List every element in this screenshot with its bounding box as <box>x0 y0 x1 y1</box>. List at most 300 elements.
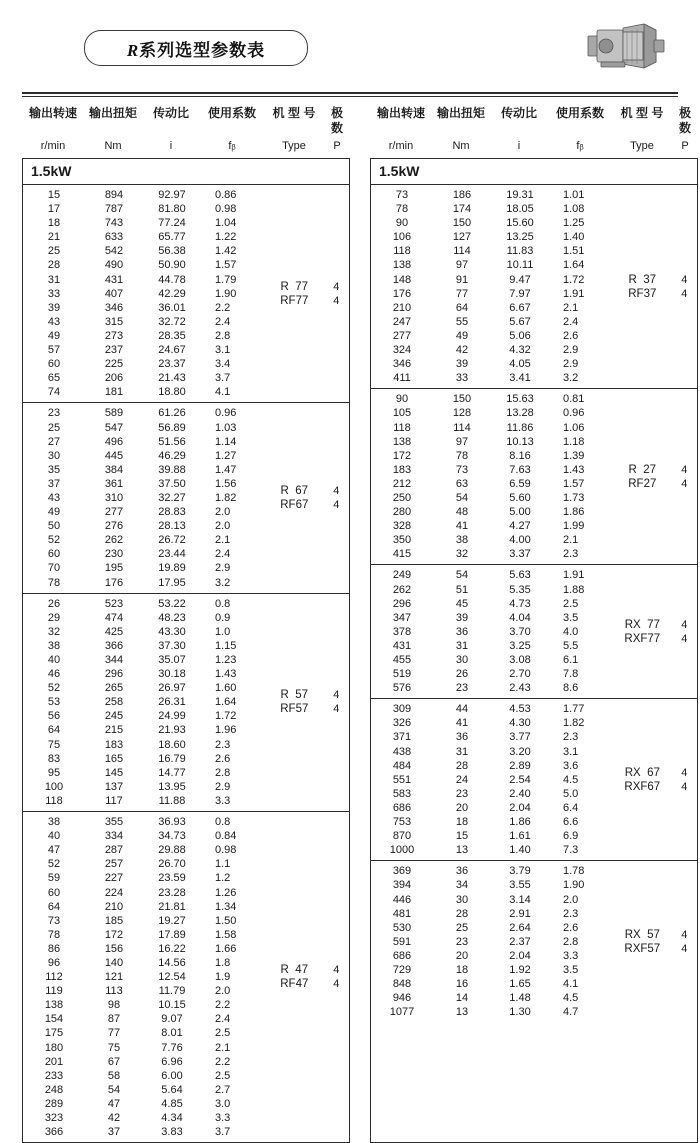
pole-value-secondary: 4 <box>333 703 340 716</box>
unit-rpm: r/min <box>388 140 414 152</box>
output-torque-cell: 54 <box>455 491 469 504</box>
output-speed-cell: 106 <box>392 231 412 244</box>
ratio-cell: 36.01 <box>158 301 186 314</box>
output-torque-cell: 224 <box>104 886 124 899</box>
output-speed-cell: 90 <box>395 217 409 230</box>
table-row <box>371 991 613 1005</box>
output-speed-cell: 33 <box>47 287 61 300</box>
output-speed-cell: 96 <box>47 956 61 969</box>
output-torque-cell: 49 <box>455 329 469 342</box>
ratio-cell: 11.88 <box>158 794 186 807</box>
type-cell <box>265 403 324 592</box>
ratio-cell: 4.53 <box>509 703 531 716</box>
spec-block <box>23 403 349 593</box>
output-torque-cell: 23 <box>455 682 469 695</box>
ratio-cell: 11.86 <box>506 421 534 434</box>
table-row <box>23 709 265 723</box>
service-factor-cell: 1.91 <box>563 569 585 582</box>
ratio-cell: 2.43 <box>509 682 531 695</box>
service-factor-cell: 1.82 <box>563 717 585 730</box>
output-torque-cell: 98 <box>107 999 121 1012</box>
table-row <box>371 745 613 759</box>
output-torque-cell: 237 <box>104 344 124 357</box>
table-row <box>371 258 613 272</box>
table-row <box>23 794 265 808</box>
table-row <box>23 738 265 752</box>
ratio-cell: 6.59 <box>509 477 531 490</box>
table-row <box>23 956 265 970</box>
table-row <box>371 244 613 258</box>
ratio-cell: 29.88 <box>158 844 186 857</box>
service-factor-cell: 1.90 <box>563 879 585 892</box>
output-speed-cell: 148 <box>392 273 412 286</box>
output-torque-cell: 287 <box>104 844 124 857</box>
type-label-secondary: RXF67 <box>624 780 661 793</box>
output-speed-cell: 484 <box>392 759 412 772</box>
table-row <box>23 900 265 914</box>
ratio-cell: 50.90 <box>158 259 186 272</box>
output-speed-cell: 180 <box>44 1041 64 1054</box>
table-row <box>371 815 613 829</box>
ratio-cell: 10.11 <box>506 259 534 272</box>
ratio-cell: 24.99 <box>158 710 186 723</box>
header-service-factor: 使用系数 <box>207 106 256 120</box>
output-speed-cell: 753 <box>392 816 412 829</box>
service-factor-cell: 0.9 <box>215 611 231 624</box>
unit-fb: fᵦ <box>228 140 236 152</box>
ratio-cell: 5.06 <box>509 329 531 342</box>
ratio-cell: 3.77 <box>509 731 531 744</box>
table-row <box>371 681 613 695</box>
header-output-speed: 输出转速 <box>28 106 77 120</box>
ratio-cell: 53.22 <box>158 597 186 610</box>
table-row <box>371 949 613 963</box>
service-factor-cell: 3.3 <box>563 949 579 962</box>
ratio-cell: 7.76 <box>161 1041 183 1054</box>
table-row <box>23 597 265 611</box>
spec-table-right <box>370 158 698 1143</box>
ratio-cell: 4.27 <box>509 520 531 533</box>
output-torque-cell: 633 <box>104 231 124 244</box>
output-torque-cell: 14 <box>455 992 469 1005</box>
output-speed-cell: 25 <box>47 421 61 434</box>
title-latin: R <box>126 40 140 60</box>
type-label-secondary: RF57 <box>280 703 309 716</box>
spec-block <box>23 185 349 403</box>
spec-rows <box>23 403 265 592</box>
ratio-cell: 23.28 <box>158 886 186 899</box>
unit-p: P <box>333 140 341 152</box>
ratio-cell: 15.60 <box>506 217 534 230</box>
output-speed-cell: 309 <box>392 703 412 716</box>
service-factor-cell: 2.2 <box>215 999 231 1012</box>
output-torque-cell: 114 <box>453 245 471 258</box>
table-row <box>371 202 613 216</box>
output-speed-cell: 347 <box>392 611 412 624</box>
service-factor-cell: 1.58 <box>215 928 237 941</box>
service-factor-cell: 0.86 <box>215 189 237 201</box>
table-row <box>23 329 265 343</box>
output-speed-cell: 28 <box>47 259 61 272</box>
output-speed-cell: 65 <box>47 372 61 385</box>
pole-count-cell <box>672 185 697 388</box>
output-torque-cell: 73 <box>455 463 469 476</box>
output-speed-cell: 38 <box>47 639 61 652</box>
output-torque-cell: 490 <box>104 259 124 272</box>
output-speed-cell: 60 <box>47 358 61 371</box>
ratio-cell: 34.73 <box>158 830 186 843</box>
output-speed-cell: 324 <box>392 344 412 357</box>
output-speed-cell: 100 <box>44 780 64 793</box>
output-speed-cell: 30 <box>47 449 61 462</box>
service-factor-cell: 1.43 <box>215 668 237 681</box>
service-factor-cell: 5.5 <box>563 639 579 652</box>
ratio-cell: 1.65 <box>509 978 531 991</box>
service-factor-cell: 0.8 <box>215 816 231 829</box>
output-speed-cell: 86 <box>47 942 61 955</box>
ratio-cell: 2.04 <box>509 801 531 814</box>
table-row <box>371 329 613 343</box>
output-torque-cell: 128 <box>452 407 472 420</box>
output-torque-cell: 384 <box>104 463 124 476</box>
type-label-primary: R 67 <box>280 485 309 498</box>
ratio-cell: 39.88 <box>158 463 186 476</box>
ratio-cell: 3.08 <box>509 654 531 666</box>
output-torque-cell: 41 <box>455 520 469 533</box>
table-row <box>371 371 613 385</box>
output-speed-cell: 29 <box>47 611 61 624</box>
output-speed-cell: 519 <box>392 668 412 681</box>
service-factor-cell: 2.9 <box>215 780 231 793</box>
output-torque-cell: 51 <box>455 583 469 596</box>
service-factor-cell: 1.73 <box>563 491 585 504</box>
ratio-cell: 7.63 <box>509 463 531 476</box>
ratio-cell: 3.25 <box>509 639 531 652</box>
service-factor-cell: 8.6 <box>563 682 579 695</box>
output-torque-cell: 42 <box>455 344 469 357</box>
output-torque-cell: 18 <box>455 963 469 976</box>
table-row <box>371 392 613 406</box>
pole-value-secondary: 4 <box>681 942 688 955</box>
table-row <box>23 843 265 857</box>
type-cell <box>613 185 672 388</box>
output-torque-cell: 262 <box>104 534 124 547</box>
ratio-cell: 56.38 <box>158 245 186 258</box>
output-speed-cell: 247 <box>392 315 412 328</box>
output-speed-cell: 23 <box>47 407 61 420</box>
table-row <box>371 716 613 730</box>
ratio-cell: 61.26 <box>158 407 186 420</box>
table-row <box>371 667 613 681</box>
output-speed-cell: 39 <box>47 301 61 314</box>
output-torque-cell: 355 <box>104 816 124 829</box>
type-label-secondary: RF67 <box>280 499 309 512</box>
service-factor-cell: 0.98 <box>215 203 237 216</box>
table-row <box>23 273 265 287</box>
output-torque-cell: 165 <box>104 752 124 765</box>
ratio-cell: 56.89 <box>158 421 186 434</box>
output-speed-cell: 74 <box>47 386 61 399</box>
output-torque-cell: 258 <box>104 696 124 709</box>
table-row <box>371 273 613 287</box>
ratio-cell: 35.07 <box>158 654 186 666</box>
output-torque-cell: 77 <box>107 1027 121 1040</box>
output-speed-cell: 201 <box>44 1055 64 1068</box>
service-factor-cell: 2.3 <box>215 738 231 751</box>
table-row <box>371 505 613 519</box>
service-factor-cell: 4.1 <box>563 978 579 991</box>
service-factor-cell: 2.0 <box>215 985 231 998</box>
output-speed-cell: 46 <box>47 668 61 681</box>
table-row <box>23 301 265 315</box>
service-factor-cell: 1.8 <box>215 956 231 969</box>
table-row <box>23 871 265 885</box>
type-cell <box>265 594 324 811</box>
ratio-cell: 4.04 <box>509 611 531 624</box>
pole-value-primary: 4 <box>681 766 688 779</box>
output-speed-cell: 249 <box>392 569 412 582</box>
pole-count-cell <box>672 389 697 564</box>
header-row-units-left <box>22 139 350 154</box>
pole-value-primary: 4 <box>681 618 688 631</box>
output-torque-cell: 38 <box>455 534 469 547</box>
table-row <box>371 216 613 230</box>
output-torque-cell: 58 <box>107 1069 121 1082</box>
table-row <box>371 963 613 977</box>
service-factor-cell: 1.22 <box>215 231 237 244</box>
unit-type: Type <box>282 140 306 152</box>
ratio-cell: 4.32 <box>509 344 531 357</box>
ratio-cell: 42.29 <box>158 287 186 300</box>
ratio-cell: 5.60 <box>509 491 531 504</box>
output-torque-cell: 78 <box>455 449 469 462</box>
service-factor-cell: 1.2 <box>215 872 231 885</box>
ratio-cell: 18.80 <box>158 386 186 399</box>
table-row <box>23 533 265 547</box>
type-label-primary: R 77 <box>280 280 309 293</box>
spec-rows <box>23 185 265 402</box>
table-row <box>23 766 265 780</box>
output-speed-cell: 686 <box>392 949 412 962</box>
table-row <box>371 287 613 301</box>
service-factor-cell: 0.98 <box>215 844 237 857</box>
spec-rows <box>371 699 613 860</box>
power-rating-label: 1.5kW <box>371 159 697 185</box>
ratio-cell: 1.86 <box>509 816 531 829</box>
service-factor-cell: 0.96 <box>215 407 237 420</box>
output-torque-cell: 445 <box>104 449 124 462</box>
spec-rows <box>23 812 265 1142</box>
ratio-cell: 21.43 <box>158 372 186 385</box>
service-factor-cell: 1.26 <box>215 886 237 899</box>
page-title <box>84 30 308 66</box>
type-label-primary: RX 77 <box>624 618 660 631</box>
output-speed-cell: 394 <box>392 879 412 892</box>
table-row <box>23 1097 265 1111</box>
ratio-cell: 3.79 <box>509 865 531 878</box>
output-torque-cell: 26 <box>455 668 469 681</box>
ratio-cell: 5.35 <box>509 583 531 596</box>
output-torque-cell: 42 <box>107 1112 121 1124</box>
output-speed-cell: 210 <box>392 301 412 314</box>
table-row <box>23 667 265 681</box>
output-torque-cell: 589 <box>104 407 124 420</box>
table-row <box>371 583 613 597</box>
service-factor-cell: 0.81 <box>563 393 585 406</box>
ratio-cell: 6.67 <box>509 301 531 314</box>
output-torque-cell: 150 <box>452 217 472 230</box>
ratio-cell: 2.40 <box>509 787 531 800</box>
output-speed-cell: 446 <box>392 893 412 906</box>
output-speed-cell: 138 <box>392 435 412 448</box>
output-torque-cell: 41 <box>455 717 469 730</box>
ratio-cell: 28.13 <box>158 520 186 533</box>
table-row <box>371 653 613 667</box>
output-torque-cell: 344 <box>104 654 124 666</box>
header-output-torque: 输出扭矩 <box>436 106 485 120</box>
ratio-cell: 13.28 <box>506 407 534 420</box>
output-torque-cell: 16 <box>455 978 469 991</box>
spec-rows <box>23 594 265 811</box>
ratio-cell: 19.89 <box>158 562 186 575</box>
output-torque-cell: 334 <box>104 830 124 843</box>
output-torque-cell: 91 <box>455 273 469 286</box>
pole-count-cell <box>324 403 349 592</box>
output-torque-cell: 183 <box>104 738 124 751</box>
ratio-cell: 32.27 <box>158 491 186 504</box>
output-speed-cell: 431 <box>392 639 412 652</box>
unit-i: i <box>169 140 173 152</box>
output-torque-cell: 15 <box>455 830 469 843</box>
ratio-cell: 17.95 <box>158 576 186 589</box>
ratio-cell: 30.18 <box>158 668 186 681</box>
service-factor-cell: 1.1 <box>215 858 231 871</box>
output-torque-cell: 230 <box>104 548 124 561</box>
output-speed-cell: 49 <box>47 506 61 519</box>
service-factor-cell: 1.03 <box>215 421 237 434</box>
output-speed-cell: 70 <box>47 562 61 575</box>
ratio-cell: 6.96 <box>161 1055 183 1068</box>
ratio-cell: 18.05 <box>506 203 534 216</box>
table-row <box>23 1125 265 1139</box>
ratio-cell: 19.31 <box>506 189 534 201</box>
service-factor-cell: 1.34 <box>215 900 237 913</box>
output-speed-cell: 17 <box>47 203 61 216</box>
output-torque-cell: 36 <box>455 865 469 878</box>
service-factor-cell: 3.5 <box>563 963 579 976</box>
output-torque-cell: 542 <box>104 245 124 258</box>
service-factor-cell: 1.91 <box>563 287 585 300</box>
table-row <box>23 928 265 942</box>
table-row <box>371 730 613 744</box>
output-speed-cell: 371 <box>392 731 412 744</box>
pole-count-cell <box>672 565 697 698</box>
header-poles: 极 数 <box>330 106 343 135</box>
header-rule-thick <box>22 92 678 94</box>
spec-block <box>371 389 697 565</box>
spec-table-left <box>22 158 350 1143</box>
column-headers <box>22 97 691 154</box>
table-row <box>23 1083 265 1097</box>
table-row <box>371 1005 613 1019</box>
ratio-cell: 10.13 <box>506 435 534 448</box>
output-speed-cell: 57 <box>47 344 61 357</box>
output-torque-cell: 45 <box>455 597 469 610</box>
pole-count-cell <box>672 699 697 860</box>
output-speed-cell: 411 <box>393 372 411 385</box>
output-speed-cell: 138 <box>44 999 64 1012</box>
output-torque-cell: 20 <box>455 801 469 814</box>
table-row <box>23 435 265 449</box>
service-factor-cell: 6.1 <box>563 654 579 666</box>
table-row <box>371 625 613 639</box>
table-row <box>371 864 613 878</box>
header-output-torque: 输出扭矩 <box>88 106 137 120</box>
output-torque-cell: 39 <box>455 358 469 371</box>
ratio-cell: 2.70 <box>509 668 531 681</box>
service-factor-cell: 2.9 <box>563 344 579 357</box>
table-row <box>371 406 613 420</box>
ratio-cell: 1.92 <box>509 963 531 976</box>
unit-nm: Nm <box>104 140 122 152</box>
output-speed-cell: 59 <box>47 872 61 885</box>
output-torque-cell: 20 <box>455 949 469 962</box>
output-torque-cell: 24 <box>455 773 469 786</box>
output-speed-cell: 78 <box>47 576 61 589</box>
service-factor-cell: 1.99 <box>563 520 585 533</box>
output-torque-cell: 894 <box>104 189 124 201</box>
header-service-factor: 使用系数 <box>555 106 604 120</box>
service-factor-cell: 1.82 <box>215 491 237 504</box>
type-label-primary: R 37 <box>628 273 657 286</box>
output-speed-cell: 686 <box>392 801 412 814</box>
service-factor-cell: 1.18 <box>563 435 585 448</box>
table-row <box>371 519 613 533</box>
pole-value-secondary: 4 <box>681 287 688 300</box>
output-speed-cell: 366 <box>44 1126 64 1139</box>
service-factor-cell: 2.1 <box>563 301 579 314</box>
spec-rows <box>371 185 613 388</box>
table-row <box>23 942 265 956</box>
table-row <box>371 878 613 892</box>
table-row <box>371 893 613 907</box>
ratio-cell: 19.27 <box>158 914 186 927</box>
output-torque-cell: 425 <box>104 625 124 638</box>
output-torque-cell: 63 <box>455 477 469 490</box>
output-torque-cell: 265 <box>104 682 124 695</box>
table-row <box>23 547 265 561</box>
table-row <box>23 216 265 230</box>
ratio-cell: 16.79 <box>158 752 186 765</box>
service-factor-cell: 3.3 <box>215 1112 231 1124</box>
service-factor-cell: 2.5 <box>215 1069 231 1082</box>
table-row <box>371 477 613 491</box>
output-torque-cell: 37 <box>107 1126 121 1139</box>
unit-fb: fᵦ <box>576 140 584 152</box>
service-factor-cell: 4.5 <box>563 992 579 1005</box>
output-torque-cell: 174 <box>452 203 472 216</box>
table-row <box>23 1026 265 1040</box>
table-row <box>23 371 265 385</box>
service-factor-cell: 1.9 <box>215 971 231 984</box>
service-factor-cell: 4.7 <box>563 1006 579 1019</box>
type-cell <box>613 699 672 860</box>
service-factor-cell: 1.88 <box>563 583 585 596</box>
output-torque-cell: 87 <box>107 1013 121 1026</box>
ratio-cell: 21.81 <box>158 900 186 913</box>
type-cell <box>613 389 672 564</box>
output-torque-cell: 215 <box>104 724 124 737</box>
